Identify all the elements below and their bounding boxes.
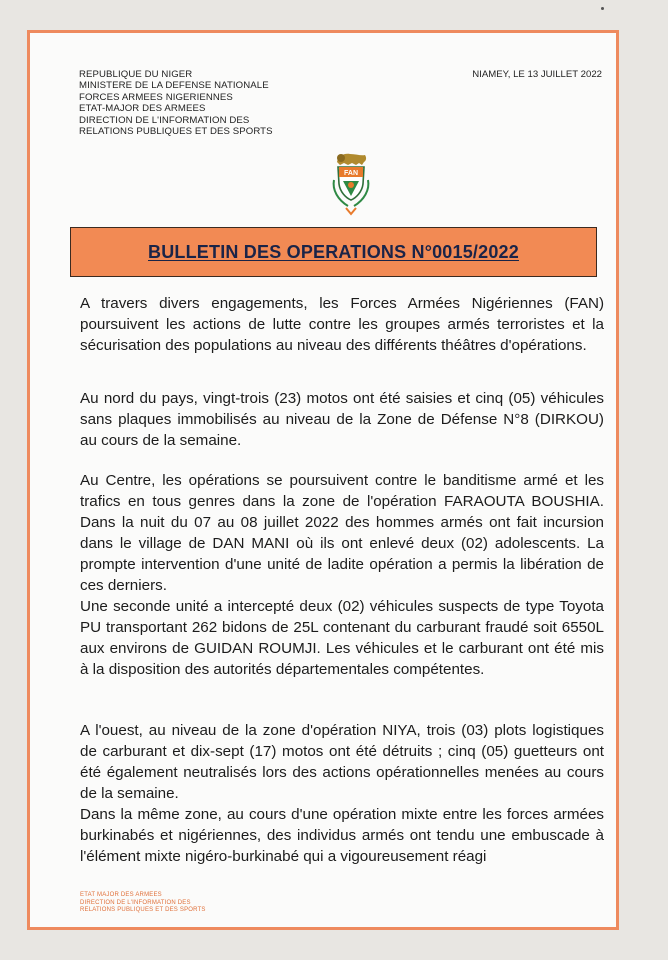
corner-dot (601, 7, 604, 10)
letterhead (79, 69, 273, 137)
footer-line: DIRECTION DE L'INFORMATION DES (80, 899, 191, 906)
paragraph-text: Dans la même zone, au cours d'une opération mixte entre les forces armées burkinabés et nigériennes, des individus armés ont tendu une embuscade à l'élément mixte nigéro-burkinabé qui a vigoureusement réagi (80, 806, 604, 865)
paragraph-text: A travers divers engagements, les Forces Armées Nigériennes (FAN) poursuivent les actions de lutte contre les groupes armés terroristes et la sécurisation des populations au niveau des différents théâtres d'opérations. (80, 295, 604, 354)
paragraph-text: Au nord du pays, vingt-trois (23) motos ont été saisies et cinq (05) véhicules sans plaques immobilisés au niveau de la Zone de Défense N°8 (DIRKOU) au cours de la semaine. (80, 390, 604, 449)
letterhead-line: DIRECTION DE L'INFORMATION DES (79, 114, 250, 126)
letterhead-line: MINISTERE DE LA DEFENSE NATIONALE (79, 80, 269, 92)
footer-letterhead (80, 892, 206, 915)
bulletin-title: BULLETIN DES OPERATIONS N°0015/2022 (148, 241, 519, 262)
document-date: NIAMEY, LE 13 JUILLET 2022 (472, 69, 602, 80)
footer-line: ETAT MAJOR DES ARMEES (80, 892, 162, 898)
paragraph-intro (80, 293, 604, 356)
letterhead-line: FORCES ARMEES NIGERIENNES (79, 91, 233, 103)
letterhead-line: RELATIONS PUBLIQUES ET DES SPORTS (79, 126, 273, 138)
fan-emblem-icon (326, 150, 376, 222)
paragraph-same-zone (80, 804, 604, 867)
paragraph-text: A l'ouest, au niveau de la zone d'opération NIYA, trois (03) plots logistiques de carburant et dix-sept (17) motos ont été détruits ; cinq (05) guetteurs ont été également neutralisés lors des actions opérationnelles menées au cours de la semaine. (80, 722, 604, 802)
paragraph-north (80, 388, 604, 451)
bulletin-title-banner (70, 227, 597, 277)
emblem-label: FAN (344, 170, 358, 177)
footer-line: RELATIONS PUBLIQUES ET DES SPORTS (80, 907, 206, 913)
letterhead-line: REPUBLIQUE DU NIGER (79, 69, 193, 80)
paragraph-centre (80, 470, 604, 596)
letterhead-line: ETAT-MAJOR DES ARMEES (79, 103, 206, 115)
paragraph-text: Une seconde unité a intercepté deux (02) véhicules suspects de type Toyota PU transportant 262 bidons de 25L contenant du carburant fraudé soit 6550L aux environs de GUIDAN ROUMJI. Les véhicules et le carburant ont été mis à la disposition des autorités départementales compétentes. (80, 598, 604, 678)
paragraph-second-unit (80, 596, 604, 680)
paragraph-text: Au Centre, les opérations se poursuivent contre le banditisme armé et les trafics en tous genres dans la zone de l'opération FARAOUTA BOUSHIA. Dans la nuit du 07 au 08 juillet 2022 des hommes armés ont fait incursion dans le village de DAN MANI où ils ont enlevé deux (02) adolescents. La prompte intervention d'une unité de ladite opération a permis la libération de ces derniers. (80, 472, 604, 594)
paragraph-west (80, 720, 604, 804)
